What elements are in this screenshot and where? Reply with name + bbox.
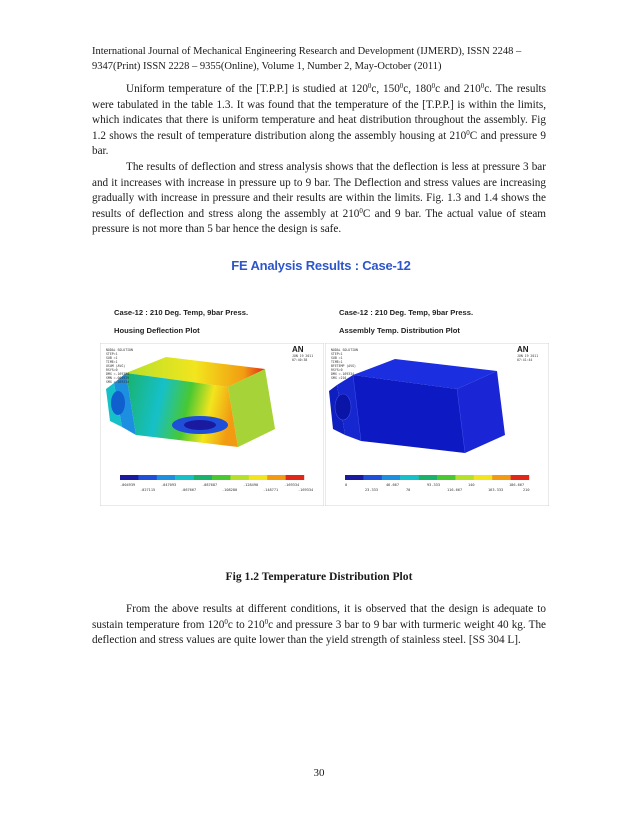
svg-text:.169334: .169334 bbox=[298, 488, 314, 492]
legend-swatch bbox=[138, 475, 157, 480]
legend-swatch bbox=[419, 475, 438, 480]
svg-text:.067667: .067667 bbox=[181, 488, 197, 492]
svg-text:116.667: 116.667 bbox=[447, 488, 463, 492]
svg-text:.108280: .108280 bbox=[222, 488, 238, 492]
figure-title: FE Analysis Results : Case-12 bbox=[231, 258, 411, 273]
legend-swatch bbox=[157, 475, 176, 480]
legend-swatch bbox=[230, 475, 249, 480]
svg-text:NODAL SOLUTION: NODAL SOLUTION bbox=[106, 348, 133, 352]
paragraph-temperature: Uniform temperature of the [T.P.P.] is studied at $120^0c$, $150^0c$, $180^0c$ and $210^0c$. The results were tabulated in the table 1.3. It was found that the temperature of the [T.P.P.] is within the limits, which indicates that there is uniform temperature and heat distribution throughout the assembly. Fig 1.2 shows the result of temperature distribution along the assembly housing at $210^0C$ and pressure 9 bar. bbox=[92, 82, 547, 158]
svg-text:NODAL SOLUTION: NODAL SOLUTION bbox=[331, 348, 358, 352]
svg-text:46.667: 46.667 bbox=[386, 483, 399, 487]
svg-text:SMX =.169334: SMX =.169334 bbox=[106, 380, 130, 384]
left-panel-captions bbox=[114, 304, 248, 340]
legend-swatch bbox=[400, 475, 419, 480]
svg-text:163.333: 163.333 bbox=[488, 488, 504, 492]
svg-text:.027115: .027115 bbox=[140, 488, 156, 492]
svg-text:SMN =.004939: SMN =.004939 bbox=[106, 376, 130, 380]
svg-text:STEP=1: STEP=1 bbox=[106, 352, 118, 356]
ansys-logo: AN bbox=[517, 345, 529, 354]
left-time: 07:40:38 bbox=[292, 358, 308, 362]
svg-text:.004939: .004939 bbox=[120, 483, 136, 487]
legend-swatch bbox=[175, 475, 194, 480]
svg-text:0: 0 bbox=[345, 483, 348, 487]
ansys-logo: AN bbox=[292, 345, 304, 354]
svg-text:DMX =.169334: DMX =.169334 bbox=[331, 372, 355, 376]
legend-swatch bbox=[345, 475, 364, 480]
svg-text:TIME=1: TIME=1 bbox=[331, 360, 343, 364]
svg-text:SMX =210: SMX =210 bbox=[331, 376, 347, 380]
left-case-label: Case-12 : 210 Deg. Temp, 9bar Press. bbox=[114, 308, 249, 317]
svg-text:.148771: .148771 bbox=[263, 488, 279, 492]
right-panel-captions bbox=[339, 304, 473, 340]
svg-text:DMX =.169334: DMX =.169334 bbox=[106, 372, 130, 376]
svg-text:SUB =1: SUB =1 bbox=[331, 356, 343, 360]
legend-swatch bbox=[474, 475, 493, 480]
svg-text:186.667: 186.667 bbox=[509, 483, 525, 487]
legend-swatch bbox=[286, 475, 305, 480]
journal-header-line1: International Journal of Mechanical Engineering Research and Development (IJMERD), ISSN 2248 – bbox=[92, 46, 522, 57]
journal-header-line2: 9347(Print) ISSN 2228 – 9355(Online), Volume 1, Number 2, May-October (2011) bbox=[92, 61, 442, 72]
figure-caption: Fig 1.2 Temperature Distribution Plot bbox=[225, 570, 413, 583]
legend-swatch bbox=[249, 475, 268, 480]
svg-text:USUM (AVG): USUM (AVG) bbox=[106, 364, 126, 368]
svg-text:210: 210 bbox=[523, 488, 530, 492]
legend-swatch bbox=[511, 475, 530, 480]
left-date: JUN 19 2011 bbox=[292, 354, 314, 358]
legend-swatch bbox=[437, 475, 456, 480]
svg-text:70: 70 bbox=[406, 488, 411, 492]
legend-swatch bbox=[194, 475, 213, 480]
legend-swatch bbox=[212, 475, 231, 480]
svg-text:.087687: .087687 bbox=[202, 483, 218, 487]
housing-deflection-plot bbox=[100, 343, 324, 506]
legend-swatch bbox=[455, 475, 474, 480]
svg-text:93.333: 93.333 bbox=[427, 483, 440, 487]
legend-swatch bbox=[120, 475, 139, 480]
svg-text:23.333: 23.333 bbox=[365, 488, 378, 492]
right-time: 07:41:44 bbox=[517, 358, 533, 362]
legend-swatch bbox=[267, 475, 286, 480]
svg-text:RSYS=0: RSYS=0 bbox=[106, 368, 118, 372]
journal-header bbox=[92, 44, 552, 74]
svg-text:BFETEMP (AVG): BFETEMP (AVG) bbox=[331, 364, 356, 368]
paragraph-conclusion: From the above results at different conditions, it is observed that the design is adequate to sustain temperature from $120^0c$ to $210^0c$ and pressure 3 bar to 9 bar with turmeric weight 40 kg. The deflection and stress values are quite lower than the yield strength of stainless steel. [SS 304 L]. bbox=[92, 603, 547, 647]
legend-swatch bbox=[492, 475, 511, 480]
svg-text:TIME=1: TIME=1 bbox=[106, 360, 118, 364]
right-case-label: Case-12 : 210 Deg. Temp, 9bar Press. bbox=[339, 308, 474, 317]
svg-text:.047093: .047093 bbox=[161, 483, 177, 487]
page-number: 30 bbox=[313, 767, 325, 779]
fe-analysis-figure bbox=[92, 258, 550, 508]
svg-text:STEP=1: STEP=1 bbox=[331, 352, 343, 356]
right-color-legend bbox=[345, 475, 529, 480]
legend-swatch bbox=[382, 475, 401, 480]
right-plot-label: Assembly Temp. Distribution Plot bbox=[339, 326, 460, 335]
svg-text:.128490: .128490 bbox=[243, 483, 259, 487]
paragraph-deflection: The results of deflection and stress analysis shows that the deflection is less at pressure 3 bar and it increases with increase in pressure up to 9 bar. The Deflection and stress values are increasing gradually with increase in pressure and their results are within the limits. Fig. 1.3 and 1.4 shows the results of deflection and stress along the assembly at $210^0C$ and 9 bar. The actual value of steam pressure is not more than 5 bar hence the design is safe. bbox=[92, 161, 546, 236]
left-color-legend bbox=[120, 475, 304, 480]
right-date: JUN 19 2011 bbox=[517, 354, 539, 358]
svg-text:SUB =1: SUB =1 bbox=[106, 356, 118, 360]
left-plot-label: Housing Deflection Plot bbox=[114, 326, 200, 335]
svg-text:140: 140 bbox=[468, 483, 475, 487]
assembly-temperature-plot bbox=[325, 343, 549, 506]
svg-text:.169334: .169334 bbox=[284, 483, 300, 487]
svg-text:RSYS=0: RSYS=0 bbox=[331, 368, 343, 372]
legend-swatch bbox=[363, 475, 382, 480]
